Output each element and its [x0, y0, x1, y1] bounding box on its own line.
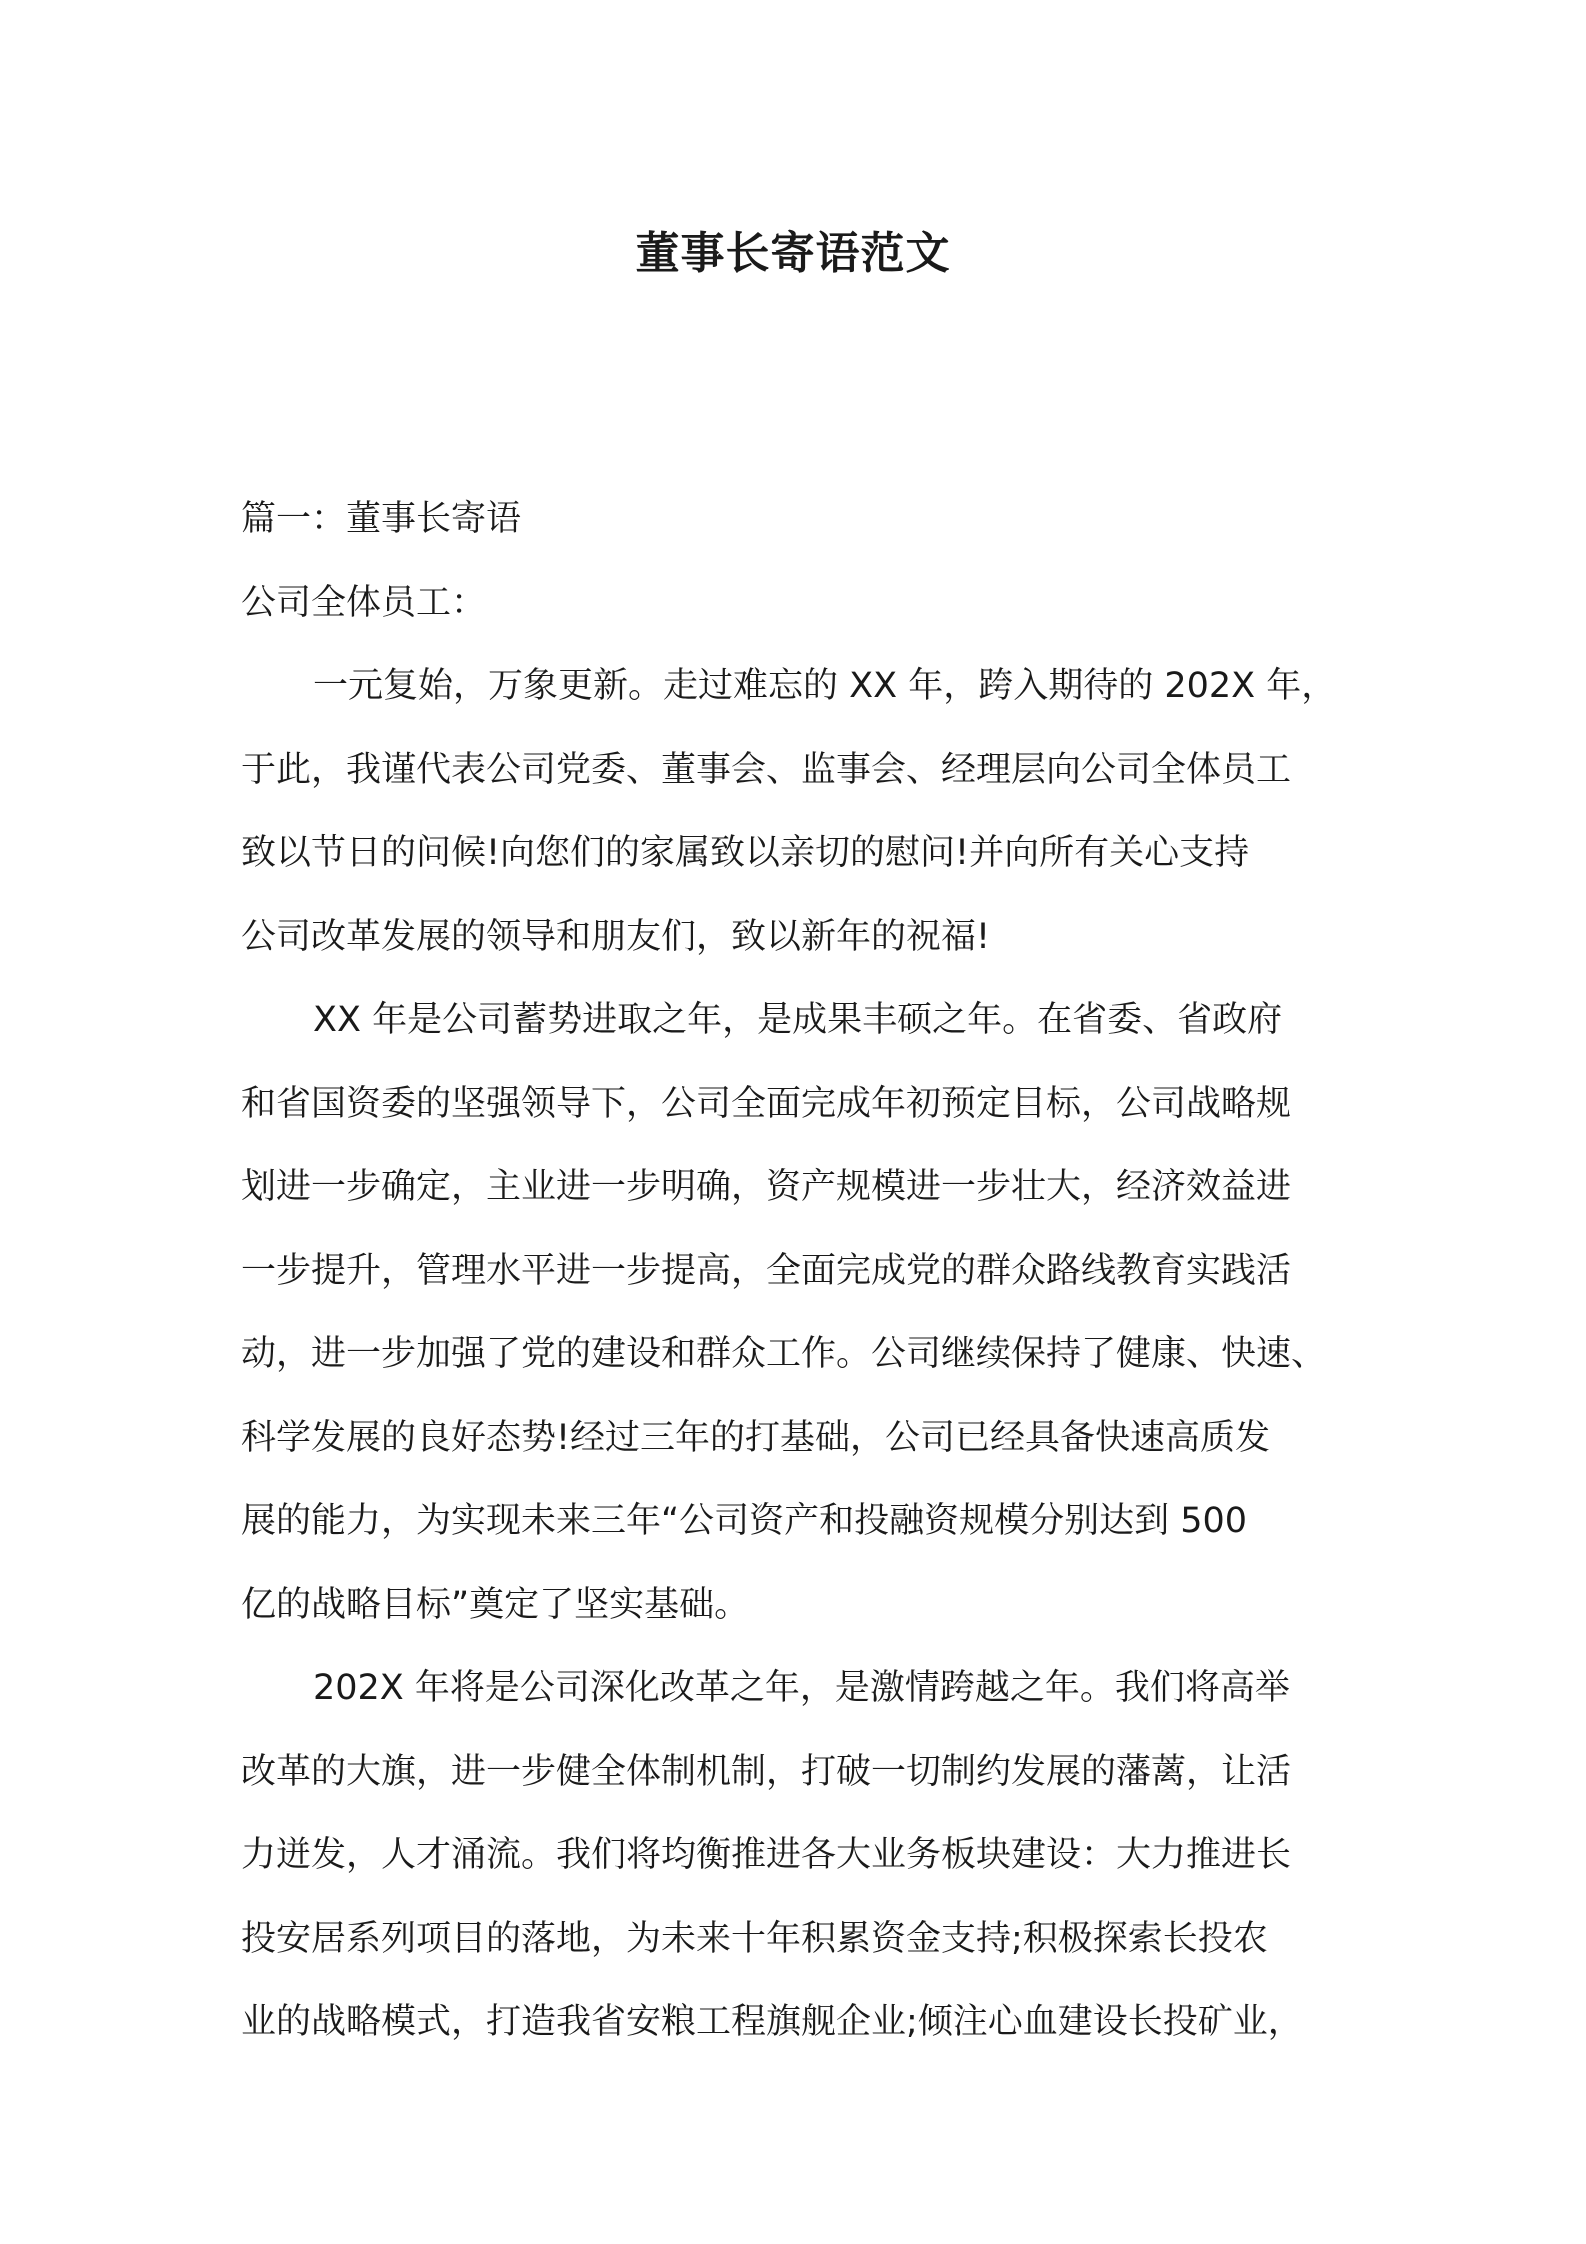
paragraph-line: 于此，我谨代表公司党委、董事会、监事会、经理层向公司全体员工	[241, 749, 1292, 790]
paragraph-line: 投安居系列项目的落地，为未来十年积累资金支持;积极探索长投农	[241, 1918, 1268, 1959]
paragraph-line: 力迸发，人才涌流。我们将均衡推进各大业务板块建设：大力推进长	[241, 1835, 1292, 1875]
paragraph-line: 和省国资委的坚强领导下，公司全面完成年初预定目标，公司战略规	[241, 1083, 1292, 1124]
paragraph-line: XX 年是公司蓄势进取之年，是成果丰硕之年。在省委、省政府	[313, 1000, 1283, 1040]
paragraph-line: 动，进一步加强了党的建设和群众工作。公司继续保持了健康、快速、	[241, 1334, 1327, 1374]
paragraph-line: 202X 年将是公司深化改革之年，是激情跨越之年。我们将高举	[313, 1668, 1290, 1708]
salutation: 公司全体员工：	[241, 582, 487, 623]
paragraph-line: 亿的战略目标”奠定了坚实基础。	[241, 1584, 750, 1625]
document-title: 董事长寄语范文	[635, 228, 951, 279]
section-heading: 篇一：董事长寄语	[241, 499, 522, 539]
paragraph-line: 致以节日的问候!向您们的家属致以亲切的慰问!并向所有关心支持	[241, 833, 1250, 873]
paragraph-line: 业的战略模式，打造我省安粮工程旗舰企业;倾注心血建设长投矿业，	[241, 2002, 1303, 2042]
paragraph-line: 划进一步确定，主业进一步明确，资产规模进一步壮大，经济效益进	[241, 1167, 1292, 1207]
paragraph-line: 一步提升，管理水平进一步提高，全面完成党的群众路线教育实践活	[241, 1250, 1292, 1291]
paragraph-line: 科学发展的良好态势!经过三年的打基础，公司已经具备快速高质发	[241, 1417, 1271, 1458]
paragraph-line: 一元复始，万象更新。走过难忘的 XX 年，跨入期待的 202X 年，	[313, 666, 1337, 706]
paragraph-line: 改革的大旗，进一步健全体制机制，打破一切制约发展的藩蓠，让活	[241, 1751, 1292, 1792]
paragraph-line: 展的能力，为实现未来三年“公司资产和投融资规模分别达到 500	[241, 1501, 1248, 1541]
document-body	[241, 478, 1381, 2065]
paragraph-line: 公司改革发展的领导和朋友们，致以新年的祝福!	[241, 916, 991, 957]
